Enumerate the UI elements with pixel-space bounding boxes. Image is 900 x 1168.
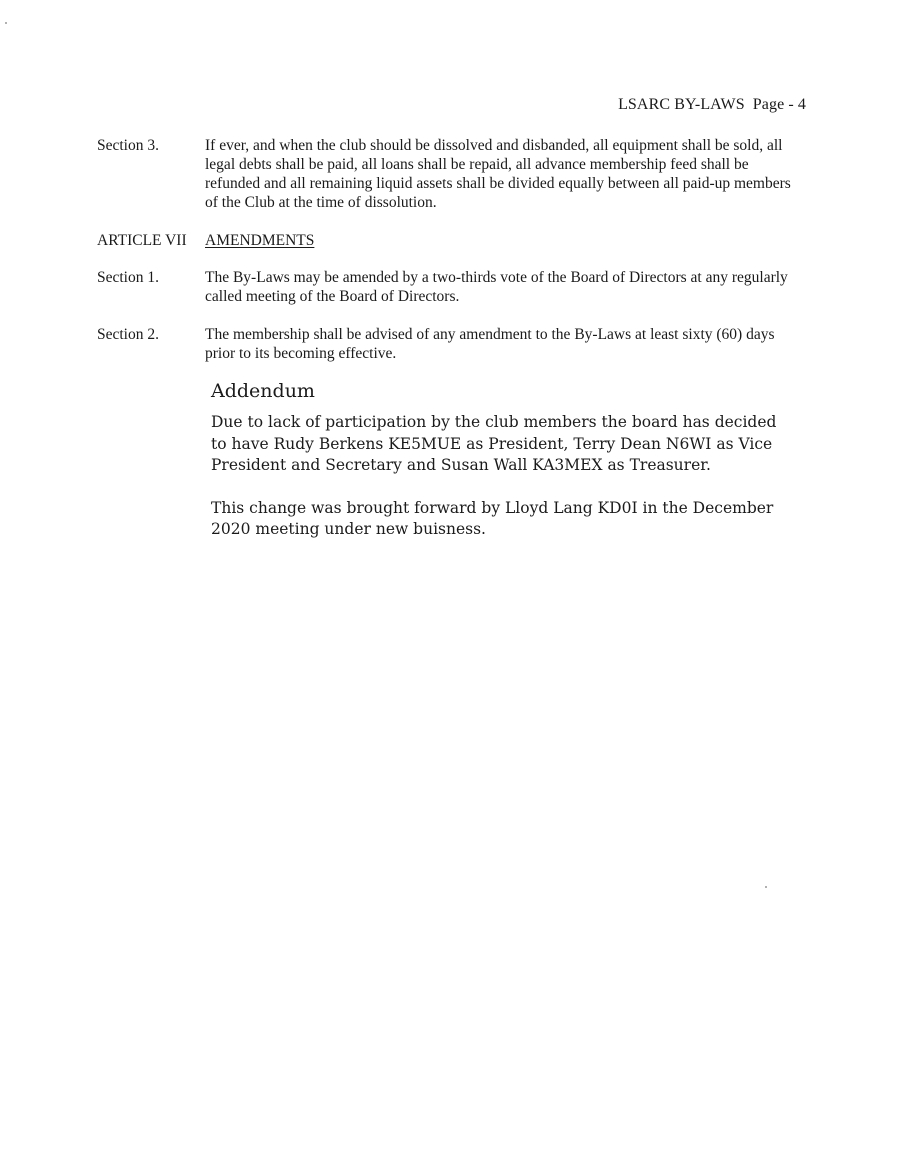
section-text: If ever, and when the club should be dissolved and disbanded, all equipment shall be sold, all legal debts shall be paid, all loans shall be repaid, all advance membership feed shall be refunded and all remaining liquid assets shall be divided equally between all paid-up members of the Club at the time of dissolution.	[205, 137, 791, 211]
section-label: Section 2.	[97, 326, 159, 343]
article7-heading	[97, 231, 807, 250]
scan-speck	[5, 22, 7, 24]
article7-section2	[97, 325, 807, 363]
section-text: The By-Laws may be amended by a two-thirds vote of the Board of Directors at any regularly called meeting of the Board of Directors.	[205, 269, 788, 305]
addendum-paragraph: Due to lack of participation by the club members the board has decided to have Rudy Berkens KE5MUE as President, Terry Dean N6WI as Vice President and Secretary and Susan Wall KA3MEX as Treasurer.	[211, 413, 777, 474]
page-header	[618, 96, 806, 114]
section-label: Section 3.	[97, 137, 159, 154]
addendum	[211, 378, 791, 541]
addendum-title: Addendum	[211, 380, 315, 402]
article-title: AMENDMENTS	[205, 232, 315, 249]
article7-section1	[97, 268, 807, 306]
section-label: Section 1.	[97, 269, 159, 286]
addendum-paragraph: This change was brought forward by Lloyd Lang KD0I in the December 2020 meeting under new buisness.	[211, 498, 774, 538]
section-text: The membership shall be advised of any amendment to the By-Laws at least sixty (60) days prior to its becoming effective.	[205, 326, 775, 362]
document-title: LSARC BY-LAWS	[618, 96, 745, 113]
scan-speck	[765, 886, 767, 888]
article6-section3	[97, 136, 807, 212]
page-number: Page - 4	[752, 96, 806, 113]
article-label: ARTICLE VII	[97, 232, 187, 249]
